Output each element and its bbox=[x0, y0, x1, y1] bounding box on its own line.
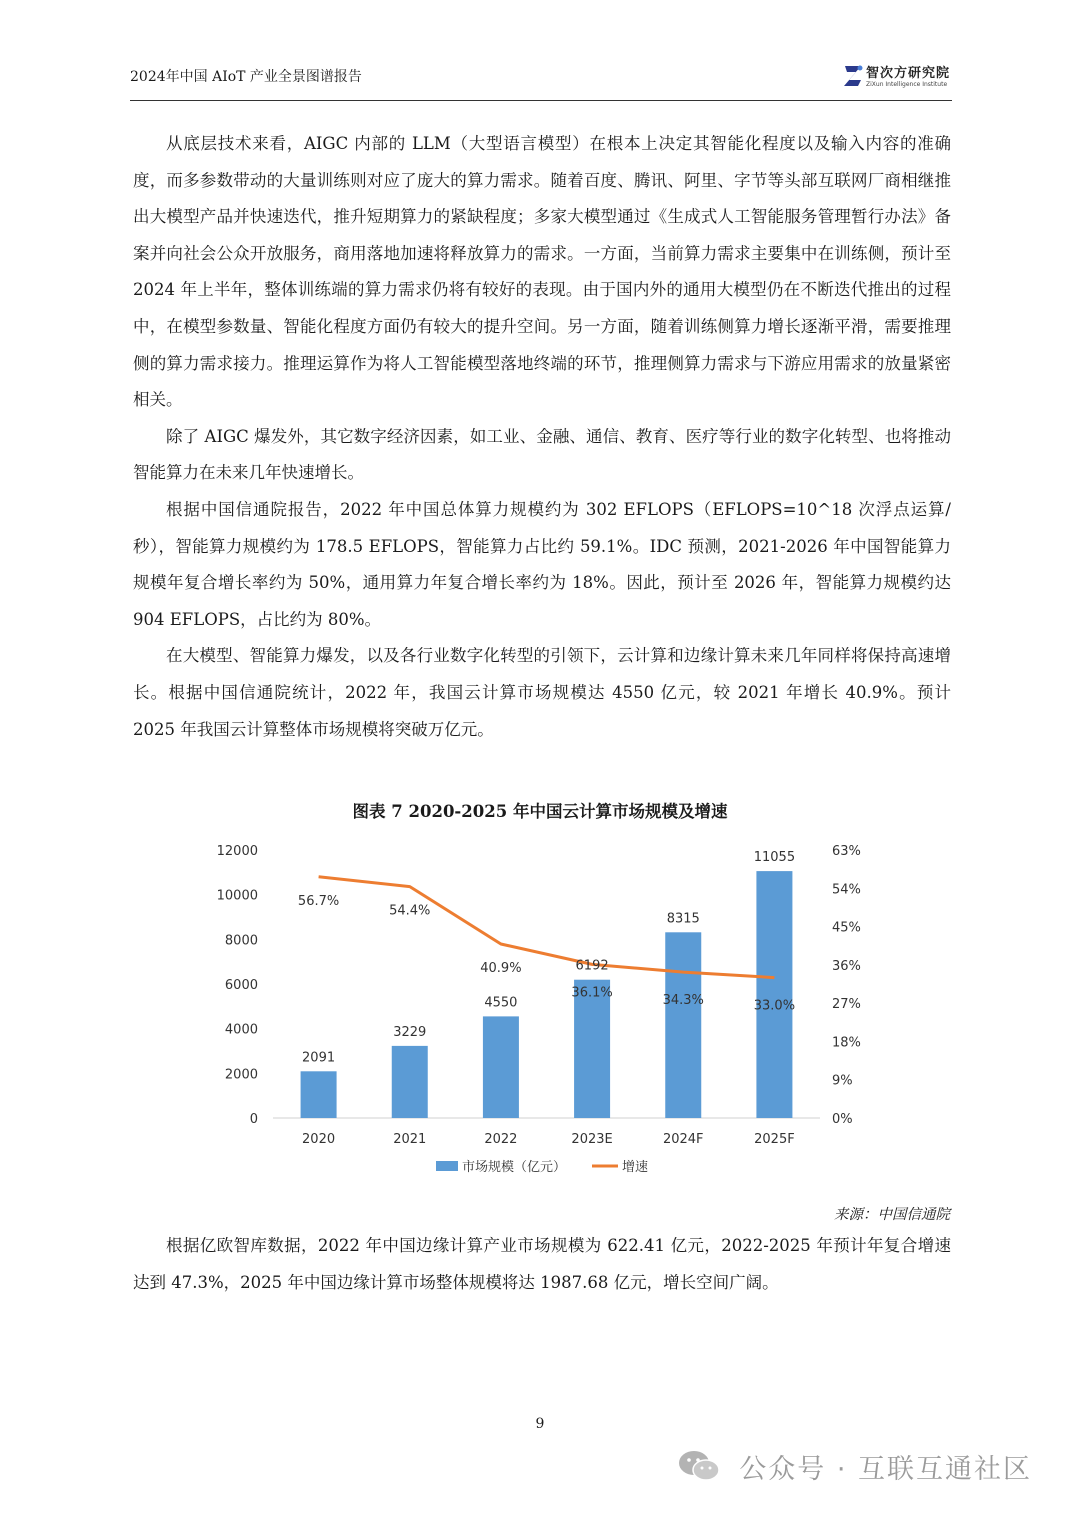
y-right-tick-label: 0% bbox=[832, 1112, 853, 1127]
bar-value-label: 3229 bbox=[393, 1024, 427, 1040]
chart-source: 来源：中国信通院 bbox=[834, 1207, 950, 1223]
y-right-tick-label: 54% bbox=[832, 882, 861, 898]
growth-line bbox=[319, 877, 775, 978]
bar bbox=[301, 1071, 337, 1118]
page-number: 9 bbox=[535, 1416, 545, 1432]
wechat-footer bbox=[677, 1447, 1032, 1485]
bar-value-label: 11055 bbox=[753, 850, 796, 866]
institute-logo bbox=[842, 60, 952, 94]
chart-title: 图表 7 2020-2025 年中国云计算市场规模及增速 bbox=[352, 802, 728, 821]
chart-canvas bbox=[190, 832, 890, 1182]
body-text-after-chart bbox=[133, 1228, 951, 1301]
paragraph: 从底层技术来看，AIGC 内部的 LLM（大型语言模型）在根本上决定其智能化程度以及输入内容的准确度，而多参数带动的大量训练则对应了庞大的算力需求。随着百度、腾讯、阿里、字节等头部互联网厂商相继推出大模型产品并快速迭代，推升短期算力的紧缺程度；多家大模型通过《生成式人工智能服务管理暂行办法》备案并向社会公众开放服务，商用落地加速将释放算力的需求。一方面，当前算力需求主要集中在训练侧，预计至 2024 年上半年，整体训练端的算力需求仍将有较好的表现。由于国内外的通用大模型仍在不断迭代推出的过程中，在模型参数量、智能化程度方面仍有较大的提升空间。另一方面，随着训练侧算力增长逐渐平滑，需要推理侧的算力需求接力。推理运算作为将人工智能模型落地终端的环节，推理侧算力需求与下游应用需求的放量紧密相关。 bbox=[133, 134, 951, 410]
report-title: 2024年中国 AIoT 产业全景图谱报告 bbox=[130, 69, 362, 85]
growth-value-label: 34.3% bbox=[662, 993, 704, 1009]
growth-value-label: 56.7% bbox=[297, 893, 340, 909]
wechat-icon bbox=[677, 1449, 721, 1483]
y-left-tick-label: 4000 bbox=[224, 1022, 258, 1038]
y-right-tick-label: 27% bbox=[832, 997, 861, 1013]
chart-legend bbox=[436, 1159, 648, 1175]
x-tick-label: 2021 bbox=[393, 1132, 427, 1147]
bar bbox=[392, 1046, 428, 1118]
logo-mark-icon bbox=[842, 62, 864, 90]
growth-value-label: 40.9% bbox=[480, 961, 522, 977]
x-tick-label: 2023E bbox=[571, 1132, 613, 1147]
x-tick-label: 2022 bbox=[484, 1132, 518, 1147]
y-left-tick-label: 8000 bbox=[224, 933, 258, 949]
x-tick-label: 2025F bbox=[754, 1132, 795, 1147]
y-right-tick-label: 9% bbox=[832, 1073, 853, 1089]
legend-swatch-bar bbox=[436, 1161, 458, 1171]
y-left-tick-label: 0 bbox=[249, 1112, 258, 1127]
bar-value-label: 4550 bbox=[484, 995, 518, 1011]
bar bbox=[483, 1016, 519, 1118]
bar-value-label: 6192 bbox=[575, 958, 609, 974]
footer-brand-text: 公众号 · 互联互通社区 bbox=[739, 1453, 1032, 1485]
y-left-tick-label: 2000 bbox=[224, 1067, 258, 1083]
bar-value-label: 2091 bbox=[302, 1050, 336, 1066]
page-header bbox=[130, 54, 952, 101]
growth-value-label: 33.0% bbox=[753, 998, 796, 1014]
growth-value-label: 54.4% bbox=[389, 903, 431, 919]
y-left-tick-label: 12000 bbox=[216, 844, 258, 859]
y-left-tick-label: 6000 bbox=[224, 978, 258, 993]
logo-subtitle: ZiXun Intelligence Institute bbox=[866, 81, 948, 88]
x-tick-label: 2024F bbox=[662, 1132, 704, 1147]
paragraph: 除了 AIGC 爆发外，其它数字经济因素，如工业、金融、通信、教育、医疗等行业的数字化转型、也将推动智能算力在未来几年快速增长。 bbox=[133, 426, 951, 483]
body-text bbox=[133, 126, 951, 748]
cloud-market-chart bbox=[190, 832, 890, 1182]
paragraph: 在大模型、智能算力爆发，以及各行业数字化转型的引领下，云计算和边缘计算未来几年同样将保持高速增长。根据中国信通院统计，2022 年，我国云计算市场规模达 4550 亿元，较 2021 年增长 40.9%。预计 2025 年我国云计算整体市场规模将突破万亿元。 bbox=[133, 646, 951, 739]
growth-value-label: 36.1% bbox=[571, 985, 613, 1001]
y-right-tick-label: 36% bbox=[832, 958, 861, 974]
bar-value-label: 8315 bbox=[666, 911, 700, 927]
legend-label-bar: 市场规模（亿元） bbox=[462, 1160, 567, 1175]
paragraph: 根据亿欧智库数据，2022 年中国边缘计算产业市场规模为 622.41 亿元，2022-2025 年预计年复合增速达到 47.3%，2025 年中国边缘计算市场整体规模将达 1987.68 亿元，增长空间广阔。 bbox=[133, 1236, 951, 1292]
paragraph: 根据中国信通院报告，2022 年中国总体算力规模约为 302 EFLOPS（EFLOPS=10^18 次浮点运算/秒），智能算力规模约为 178.5 EFLOPS，智能算力占比约 59.1%。IDC 预测，2021-2026 年中国智能算力规模年复合增长率约为 50%，通用算力年复合增长率约为 18%。因此，预计至 2026 年，智能算力规模约达 904 EFLOPS，占比约为 80%。 bbox=[133, 499, 951, 629]
bar bbox=[665, 932, 701, 1118]
bar bbox=[756, 871, 792, 1118]
y-right-tick-label: 45% bbox=[832, 920, 861, 936]
legend-label-line: 增速 bbox=[622, 1160, 649, 1175]
y-right-tick-label: 18% bbox=[832, 1035, 861, 1051]
logo-name: 智次方研究院 bbox=[866, 66, 951, 81]
y-left-tick-label: 10000 bbox=[216, 888, 258, 904]
y-right-tick-label: 63% bbox=[832, 844, 861, 859]
bar bbox=[574, 980, 610, 1118]
x-tick-label: 2020 bbox=[302, 1132, 336, 1147]
